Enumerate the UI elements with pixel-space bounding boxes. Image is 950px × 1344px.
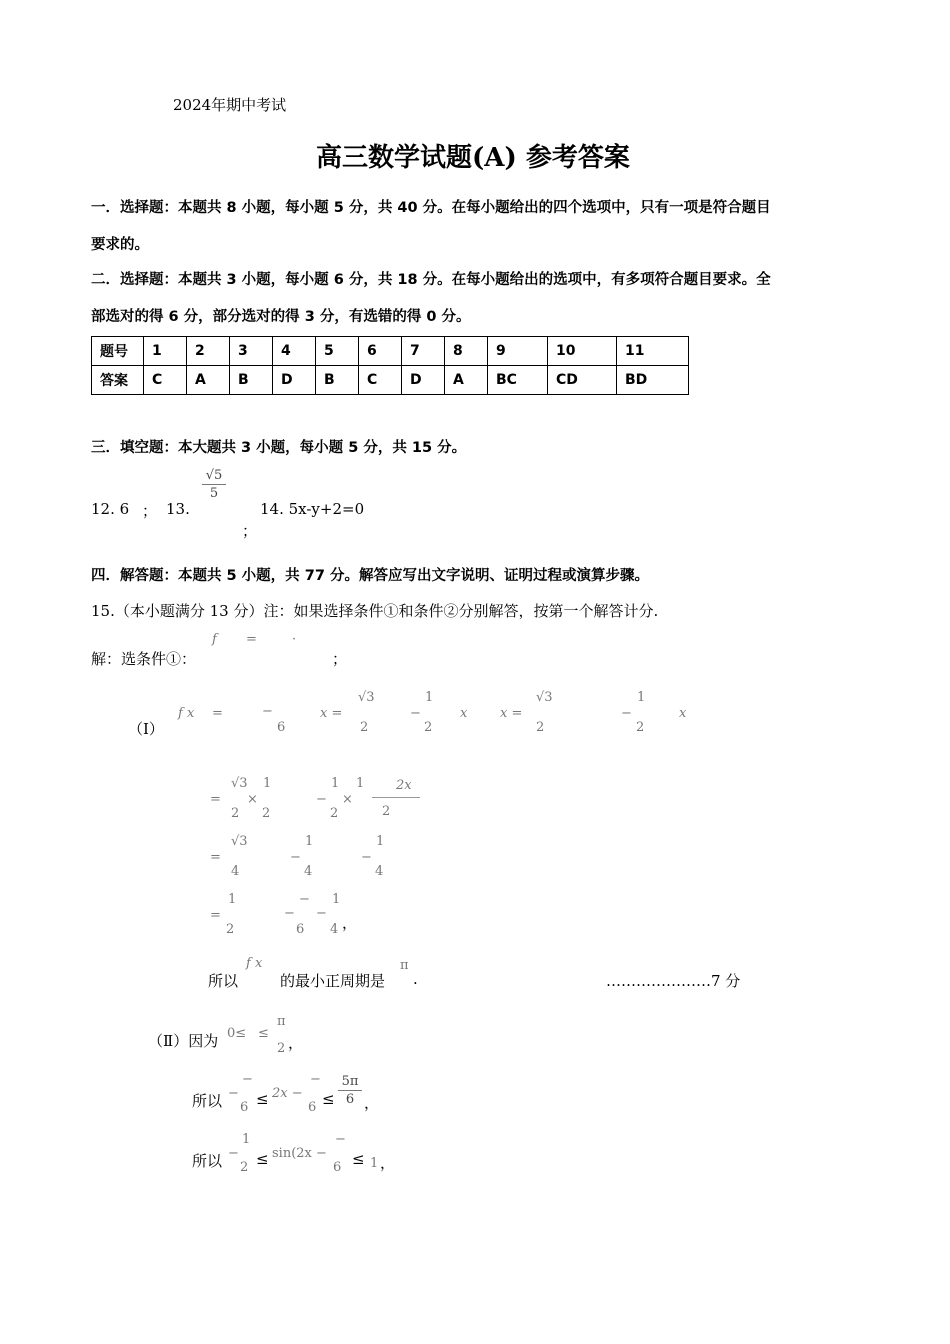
math-fragment: 6 (277, 720, 286, 735)
section3-heading: 三．填空题：本大题共 3 小题，每小题 5 分，共 15 分。 (91, 440, 467, 456)
number-cell: 6 (359, 337, 402, 366)
fraction-numerator: 5π (341, 1074, 359, 1089)
math-fragment: − (316, 792, 327, 807)
math-fragment: 1 (242, 1132, 251, 1147)
fraction-bar (338, 1090, 362, 1091)
so2-prefix: 所以 (192, 1152, 223, 1170)
math-fragment: √3 (231, 776, 248, 791)
so2-le2: ≤ (352, 1150, 365, 1168)
math-fragment: = (210, 908, 221, 923)
math-fragment: 6 (308, 1100, 317, 1115)
answer-cell: D (402, 366, 445, 395)
math-fragment: 2 (240, 1160, 249, 1175)
math-fragment: − (284, 906, 295, 921)
math-fragment: 1 (331, 776, 340, 791)
math-fragment: √3 (536, 690, 553, 705)
part1-end: ， (342, 914, 358, 932)
separator: ； (142, 502, 158, 520)
part1-label: （Ⅰ） (128, 720, 164, 738)
math-fragment: 2 (231, 806, 240, 821)
math-fragment: ≤ (258, 1026, 269, 1041)
math-fragment: − (310, 1072, 321, 1087)
fraction-bar (202, 484, 226, 485)
fraction-5pi-6 (338, 1074, 362, 1107)
number-cell: 1 (144, 337, 187, 366)
number-cell: 5 (316, 337, 359, 366)
row-label-number: 题号 (92, 337, 144, 366)
math-fragment: √3 (231, 834, 248, 849)
answer-cell: C (359, 366, 402, 395)
period-end: . (413, 970, 418, 988)
math-fragment: x = (320, 706, 343, 721)
answer-cell: CD (548, 366, 617, 395)
number-cell: 8 (445, 337, 488, 366)
math-fragment: 2 (330, 806, 339, 821)
number-cell: 9 (488, 337, 548, 366)
math-fragment: 2x − (272, 1086, 303, 1101)
answer-q13-fraction (202, 468, 226, 501)
number-cell: 3 (230, 337, 273, 366)
math-fragment: · (292, 632, 297, 647)
math-fragment: 2 (636, 720, 645, 735)
number-cell: 10 (548, 337, 617, 366)
math-fragment: × (247, 792, 258, 807)
math-fragment: 2x (396, 778, 412, 793)
number-cell: 7 (402, 337, 445, 366)
period-mid: 的最小正周期是 (280, 972, 386, 990)
math-fragment: 1 (305, 834, 314, 849)
section1-line2: 要求的。 (91, 237, 149, 253)
math-fragment: f x (246, 956, 263, 971)
fraction-denominator: 6 (345, 1092, 355, 1107)
number-cell: 11 (617, 337, 689, 366)
part2-prefix: （Ⅱ）因为 (148, 1032, 219, 1050)
answer-cell: B (316, 366, 359, 395)
math-fragment: = (210, 792, 221, 807)
math-fragment: − (290, 850, 301, 865)
number-cell: 2 (187, 337, 230, 366)
math-fragment: 4 (330, 922, 339, 937)
math-fragment: 2 (262, 806, 271, 821)
math-fragment: − (299, 892, 310, 907)
so1-end: ， (364, 1094, 380, 1112)
math-fragment: − (242, 1072, 253, 1087)
exam-label: 2024年期中考试 (173, 96, 287, 114)
math-fragment: = (212, 706, 223, 721)
separator: ； (242, 522, 258, 540)
section1-line1: 一．选择题：本题共 8 小题，每小题 5 分，共 40 分。在每小题给出的四个选项中，只有一项是符合题目 (91, 200, 771, 216)
math-fragment: 2 (382, 804, 391, 819)
section4-heading: 四．解答题：本题共 5 小题，共 77 分。解答应写出文字说明、证明过程或演算步骤。 (91, 568, 649, 584)
math-fragment: 6 (296, 922, 305, 937)
math-fragment: 2 (536, 720, 545, 735)
answer-cell: BC (488, 366, 548, 395)
math-fragment: 1 (228, 892, 237, 907)
math-fragment: 2 (226, 922, 235, 937)
fraction-denominator: 5 (209, 486, 219, 501)
math-fragment: 1 (425, 690, 434, 705)
math-fragment: = (246, 632, 257, 647)
math-fragment: 4 (231, 864, 240, 879)
math-fragment: 1 (356, 776, 365, 791)
so2-end: ， (380, 1154, 396, 1172)
math-fragment: − (410, 706, 421, 721)
fraction-bar (372, 797, 420, 798)
score-marker: …………………7 分 (606, 972, 741, 990)
solution-prefix: 解：选条件①： (91, 650, 197, 668)
answer-cell: C (144, 366, 187, 395)
answer-cell: D (273, 366, 316, 395)
answer-q14: 14. 5x-y+2=0 (260, 500, 365, 518)
section2-line2: 部选对的得 6 分，部分选对的得 3 分，有选错的得 0 分。 (91, 309, 471, 325)
answer-cell: A (445, 366, 488, 395)
math-fragment: 4 (304, 864, 313, 879)
math-fragment: sin(2x − (272, 1146, 327, 1161)
answer-cell: A (187, 366, 230, 395)
answer-cell: B (230, 366, 273, 395)
math-fragment: 2 (360, 720, 369, 735)
period-pi: π (400, 958, 409, 973)
page-title: 高三数学试题(A) 参考答案 (316, 143, 630, 173)
answer-cell: BD (617, 366, 689, 395)
math-fragment: f x (178, 706, 195, 721)
answer-q13-label: 13. (166, 500, 190, 518)
math-fragment: 6 (333, 1160, 342, 1175)
math-fragment: 6 (240, 1100, 249, 1115)
answer-q12: 12. 6 (91, 500, 130, 518)
math-fragment: 1 (263, 776, 272, 791)
math-fragment: − (228, 1146, 239, 1161)
part2-end: ， (288, 1034, 304, 1052)
math-fragment: 1 (370, 1156, 379, 1171)
math-fragment: 4 (375, 864, 384, 879)
so1-le: ≤ (256, 1090, 269, 1108)
math-fragment: π (277, 1014, 286, 1029)
question-15-header: 15.（本小题满分 13 分）注：如果选择条件①和条件②分别解答，按第一个解答计分. (91, 602, 659, 620)
math-fragment: √3 (358, 690, 375, 705)
solution-suffix: ； (332, 650, 348, 668)
math-fragment: x = (500, 706, 523, 721)
section2-line1: 二．选择题：本题共 3 小题，每小题 6 分，共 18 分。在每小题给出的选项中，有多项符合题目要求。全 (91, 272, 771, 288)
math-fragment: x (460, 706, 468, 721)
math-fragment: − (335, 1132, 346, 1147)
math-fragment: 1 (376, 834, 385, 849)
math-fragment: = (210, 850, 221, 865)
table-row-numbers (92, 337, 689, 366)
math-fragment: − (361, 850, 372, 865)
so1-prefix: 所以 (192, 1092, 223, 1110)
math-fragment: 2 (277, 1041, 286, 1056)
math-fragment: − (262, 704, 273, 719)
math-fragment: − (621, 706, 632, 721)
math-fragment: − (228, 1086, 239, 1101)
number-cell: 4 (273, 337, 316, 366)
answer-table (91, 336, 689, 395)
math-fragment: x (679, 706, 687, 721)
period-prefix: 所以 (208, 972, 239, 990)
math-fragment: 1 (332, 892, 341, 907)
math-fragment: × (342, 792, 353, 807)
math-fragment: 0≤ (227, 1026, 247, 1041)
table-row-answers (92, 366, 689, 395)
math-fragment: 1 (637, 690, 646, 705)
so1-le2: ≤ (322, 1090, 335, 1108)
fraction-numerator: √5 (205, 468, 223, 483)
so2-le: ≤ (256, 1150, 269, 1168)
math-fragment: f (212, 632, 217, 647)
math-fragment: − (316, 906, 327, 921)
row-label-answer: 答案 (92, 366, 144, 395)
math-fragment: 2 (424, 720, 433, 735)
